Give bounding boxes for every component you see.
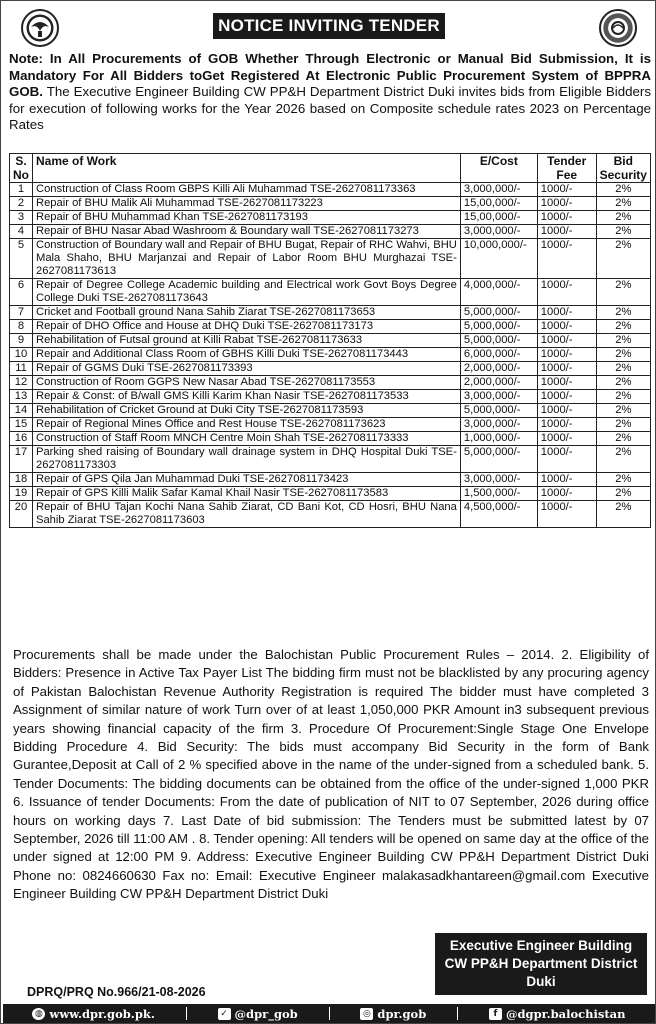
row-estimated-cost: 5,000,000/- (460, 404, 537, 418)
seal-emblem-icon (603, 13, 633, 43)
row-sno: 12 (10, 376, 33, 390)
row-sno: 10 (10, 348, 33, 362)
row-work-name: Repair of GPS Killi Malik Safar Kamal Khail Nasir TSE-2627081173583 (33, 487, 461, 501)
row-tender-fee: 1000/- (537, 211, 596, 225)
row-bid-security: 2% (596, 473, 650, 487)
twitter-handle[interactable]: @dpr_gob (234, 1006, 298, 1021)
row-work-name: Construction of Class Room GBPS Killi Ali Muhammad TSE-2627081173363 (33, 183, 461, 197)
header-name-of-work: Name of Work (33, 154, 461, 183)
row-bid-security: 2% (596, 320, 650, 334)
globe-icon: ◍ (32, 1008, 45, 1020)
twitter-icon: ✓ (218, 1008, 231, 1020)
table-row (10, 432, 651, 446)
row-bid-security: 2% (596, 348, 650, 362)
row-tender-fee: 1000/- (537, 376, 596, 390)
table-row (10, 320, 651, 334)
header (1, 5, 656, 51)
row-work-name: Repair & Const: of B/wall GMS Killi Karim Khan Nasir TSE-2627081173533 (33, 390, 461, 404)
table-row (10, 487, 651, 501)
row-estimated-cost: 15,00,000/- (460, 197, 537, 211)
row-bid-security: 2% (596, 376, 650, 390)
row-sno: 13 (10, 390, 33, 404)
table-row (10, 404, 651, 418)
row-sno: 14 (10, 404, 33, 418)
row-sno: 6 (10, 279, 33, 306)
row-estimated-cost: 15,00,000/- (460, 211, 537, 225)
row-tender-fee: 1000/- (537, 501, 596, 528)
row-bid-security: 2% (596, 197, 650, 211)
row-work-name: Construction of Staff Room MNCH Centre Moin Shah TSE-2627081173333 (33, 432, 461, 446)
row-work-name: Repair of GGMS Duki TSE-2627081173393 (33, 362, 461, 376)
row-tender-fee: 1000/- (537, 183, 596, 197)
row-bid-security: 2% (596, 432, 650, 446)
dprq-number: DPRQ/PRQ No.966/21-08-2026 (27, 985, 206, 999)
table-row (10, 501, 651, 528)
row-estimated-cost: 2,000,000/- (460, 362, 537, 376)
row-work-name: Repair of Degree College Academic building and Electrical work Govt Boys Degree College Duki TSE-2627081173643 (33, 279, 461, 306)
row-estimated-cost: 5,000,000/- (460, 446, 537, 473)
row-work-name: Repair of BHU Muhammad Khan TSE-2627081173193 (33, 211, 461, 225)
table-row (10, 183, 651, 197)
notice-title: NOTICE INVITING TENDER (213, 13, 445, 39)
table-row (10, 197, 651, 211)
row-bid-security: 2% (596, 334, 650, 348)
row-bid-security: 2% (596, 211, 650, 225)
table-row (10, 239, 651, 279)
row-work-name: Repair and Additional Class Room of GBHS Killi Duki TSE-2627081173443 (33, 348, 461, 362)
footer-divider (329, 1007, 330, 1020)
row-bid-security: 2% (596, 418, 650, 432)
row-work-name: Rehabilitation of Futsal ground at Killi Rabat TSE-2627081173633 (33, 334, 461, 348)
footer-facebook[interactable] (489, 1007, 626, 1021)
row-tender-fee: 1000/- (537, 348, 596, 362)
row-work-name: Repair of DHO Office and House at DHQ Duki TSE-2627081173173 (33, 320, 461, 334)
row-tender-fee: 1000/- (537, 362, 596, 376)
row-tender-fee: 1000/- (537, 306, 596, 320)
footer-twitter[interactable] (218, 1007, 298, 1021)
row-estimated-cost: 5,000,000/- (460, 306, 537, 320)
row-work-name: Repair of BHU Nasar Abad Washroom & Boundary wall TSE-2627081173273 (33, 225, 461, 239)
row-sno: 4 (10, 225, 33, 239)
row-sno: 2 (10, 197, 33, 211)
footer-bar (3, 1004, 655, 1023)
row-tender-fee: 1000/- (537, 239, 596, 279)
website-link[interactable]: www.dpr.gob.pk. (49, 1006, 155, 1021)
row-sno: 9 (10, 334, 33, 348)
row-work-name: Repair of BHU Tajan Kochi Nana Sahib Ziarat, CD Bani Kot, CD Hosri, BHU Nana Sahib Ziarat TSE-2627081173603 (33, 501, 461, 528)
row-tender-fee: 1000/- (537, 418, 596, 432)
table-row (10, 225, 651, 239)
row-sno: 15 (10, 418, 33, 432)
row-estimated-cost: 4,500,000/- (460, 501, 537, 528)
row-tender-fee: 1000/- (537, 446, 596, 473)
row-estimated-cost: 3,000,000/- (460, 225, 537, 239)
row-sno: 3 (10, 211, 33, 225)
header-sno: S. No (10, 154, 33, 183)
row-bid-security: 2% (596, 390, 650, 404)
row-sno: 5 (10, 239, 33, 279)
row-sno: 17 (10, 446, 33, 473)
eagle-emblem-icon (25, 13, 55, 43)
facebook-handle[interactable]: @dgpr.balochistan (505, 1006, 626, 1021)
row-bid-security: 2% (596, 362, 650, 376)
row-tender-fee: 1000/- (537, 390, 596, 404)
footer-divider (457, 1007, 458, 1020)
table-row (10, 362, 651, 376)
row-work-name: Rehabilitation of Cricket Ground at Duki City TSE-2627081173593 (33, 404, 461, 418)
mandatory-registration-note: Note: In All Procurements of GOB Whether Through Electronic or Manual Bid Submission, It is Mandatory For All Bidders toGet Registered At Electronic Public Procurement System of BPPRA GOB. (9, 51, 651, 99)
row-bid-security: 2% (596, 279, 650, 306)
signature-line-3: Duki (526, 974, 556, 989)
table-row (10, 418, 651, 432)
header-bid-security: Bid Security (596, 154, 650, 183)
row-tender-fee: 1000/- (537, 432, 596, 446)
row-work-name: Repair of Regional Mines Office and Rest House TSE-2627081173623 (33, 418, 461, 432)
works-table (9, 153, 651, 528)
row-estimated-cost: 3,000,000/- (460, 183, 537, 197)
header-tender-fee: Tender Fee (537, 154, 596, 183)
table-row (10, 334, 651, 348)
table-row (10, 376, 651, 390)
row-estimated-cost: 1,000,000/- (460, 432, 537, 446)
table-header-row (10, 154, 651, 183)
row-work-name: Cricket and Football ground Nana Sahib Ziarat TSE-2627081173653 (33, 306, 461, 320)
row-work-name: Repair of BHU Malik Ali Muhammad TSE-2627081173223 (33, 197, 461, 211)
row-bid-security: 2% (596, 404, 650, 418)
row-sno: 16 (10, 432, 33, 446)
row-sno: 18 (10, 473, 33, 487)
signature-block (435, 933, 647, 995)
row-bid-security: 2% (596, 239, 650, 279)
signature-line-2: CW PP&H Department District (444, 956, 638, 971)
table-row (10, 446, 651, 473)
row-bid-security: 2% (596, 487, 650, 501)
row-work-name: Parking shed raising of Boundary wall drainage system in DHQ Hospital Duki TSE-2627081173303 (33, 446, 461, 473)
row-estimated-cost: 5,000,000/- (460, 320, 537, 334)
row-sno: 11 (10, 362, 33, 376)
footer-website[interactable] (32, 1007, 154, 1021)
row-tender-fee: 1000/- (537, 279, 596, 306)
row-tender-fee: 1000/- (537, 404, 596, 418)
facebook-icon: f (489, 1008, 502, 1020)
row-estimated-cost: 3,000,000/- (460, 390, 537, 404)
row-tender-fee: 1000/- (537, 473, 596, 487)
row-bid-security: 2% (596, 183, 650, 197)
row-sno: 19 (10, 487, 33, 501)
row-estimated-cost: 10,000,000/- (460, 239, 537, 279)
row-tender-fee: 1000/- (537, 225, 596, 239)
row-estimated-cost: 6,000,000/- (460, 348, 537, 362)
row-estimated-cost: 1,500,000/- (460, 487, 537, 501)
instagram-icon: ◎ (360, 1008, 373, 1020)
balochistan-government-seal-icon (599, 9, 637, 47)
row-sno: 8 (10, 320, 33, 334)
row-estimated-cost: 2,000,000/- (460, 376, 537, 390)
table-row (10, 306, 651, 320)
row-bid-security: 2% (596, 446, 650, 473)
table-row (10, 279, 651, 306)
row-bid-security: 2% (596, 306, 650, 320)
row-work-name: Repair of GPS Qila Jan Muhammad Duki TSE-2627081173423 (33, 473, 461, 487)
header-estimated-cost: E/Cost (460, 154, 537, 183)
works-table-body (10, 183, 651, 528)
row-bid-security: 2% (596, 501, 650, 528)
terms-and-conditions: Procurements shall be made under the Balochistan Public Procurement Rules – 2014. 2. Eligibility of Bidders: Presence in Active Tax Payer List The bidding firm must not be blacklisted by any procuring agency of Pakistan Balochistan Revenue Authority Registration is required The bidder must have completed 3 Assignment of similar nature of work Turn over of at least 1,050,000 PKR Amount in3 subsequent previous years showing financial capacity of the firm 3. Procedure Of Procurement:Single Stage One Envelope Bidding Procedure 4. Bid Security: The bids must accompany Bid Security in the form of Bank Gurantee,Deposit at Call of 2 % specified above in the name of the under-signed from a scheduled bank. 5. Tender Documents: The bidding documents can be obtained from the office of the under-signed 1,000 PKR 6. Issuance of tender Documents: From the date of publication of NIT to 07 September, 2026 during office hours on working days 7. Last Date of bid submission: The Tenders must be submitted latest by 07 September, 2026 till 11:00 AM . 8. Tender opening: All tenders will be opened on same day at the office of the under signed at 12:00 PM 9. Address: Executive Engineer Building CW PP&H Department District Duki Phone no: 0824660630 Fax no: Email: Executive Engineer malakasadkhantareen@gmail.com Executive Engineer Building CW PP&H Department District Duki (13, 647, 649, 902)
row-tender-fee: 1000/- (537, 197, 596, 211)
row-sno: 1 (10, 183, 33, 197)
row-tender-fee: 1000/- (537, 320, 596, 334)
row-bid-security: 2% (596, 225, 650, 239)
row-estimated-cost: 3,000,000/- (460, 418, 537, 432)
table-row (10, 473, 651, 487)
intro-paragraph (9, 51, 651, 134)
row-sno: 7 (10, 306, 33, 320)
row-work-name: Construction of Room GGPS New Nasar Abad TSE-2627081173553 (33, 376, 461, 390)
row-estimated-cost: 3,000,000/- (460, 473, 537, 487)
row-estimated-cost: 4,000,000/- (460, 279, 537, 306)
footer-instagram[interactable] (360, 1007, 426, 1021)
signature-line-1: Executive Engineer Building (449, 938, 633, 953)
row-work-name: Construction of Boundary wall and Repair of BHU Bugat, Repair of RHC Wahvi, BHU Mala Shaho, BHU Marjanzai and Repair of Labor Room BHU Murghazai TSE-2627081173613 (33, 239, 461, 279)
table-row (10, 211, 651, 225)
table-row (10, 348, 651, 362)
row-tender-fee: 1000/- (537, 487, 596, 501)
table-row (10, 390, 651, 404)
dpr-logo-icon (21, 9, 59, 47)
instagram-handle[interactable]: dpr.gob (377, 1006, 427, 1021)
row-sno: 20 (10, 501, 33, 528)
intro-body-text: The Executive Engineer Building CW PP&H Department District Duki invites bids from Eligible Bidders for execution of following works for the Year 2026 based on Composite schedule rates 2023 on Percentage Rates (9, 84, 651, 132)
footer-divider (186, 1007, 187, 1020)
row-estimated-cost: 5,000,000/- (460, 334, 537, 348)
row-tender-fee: 1000/- (537, 334, 596, 348)
